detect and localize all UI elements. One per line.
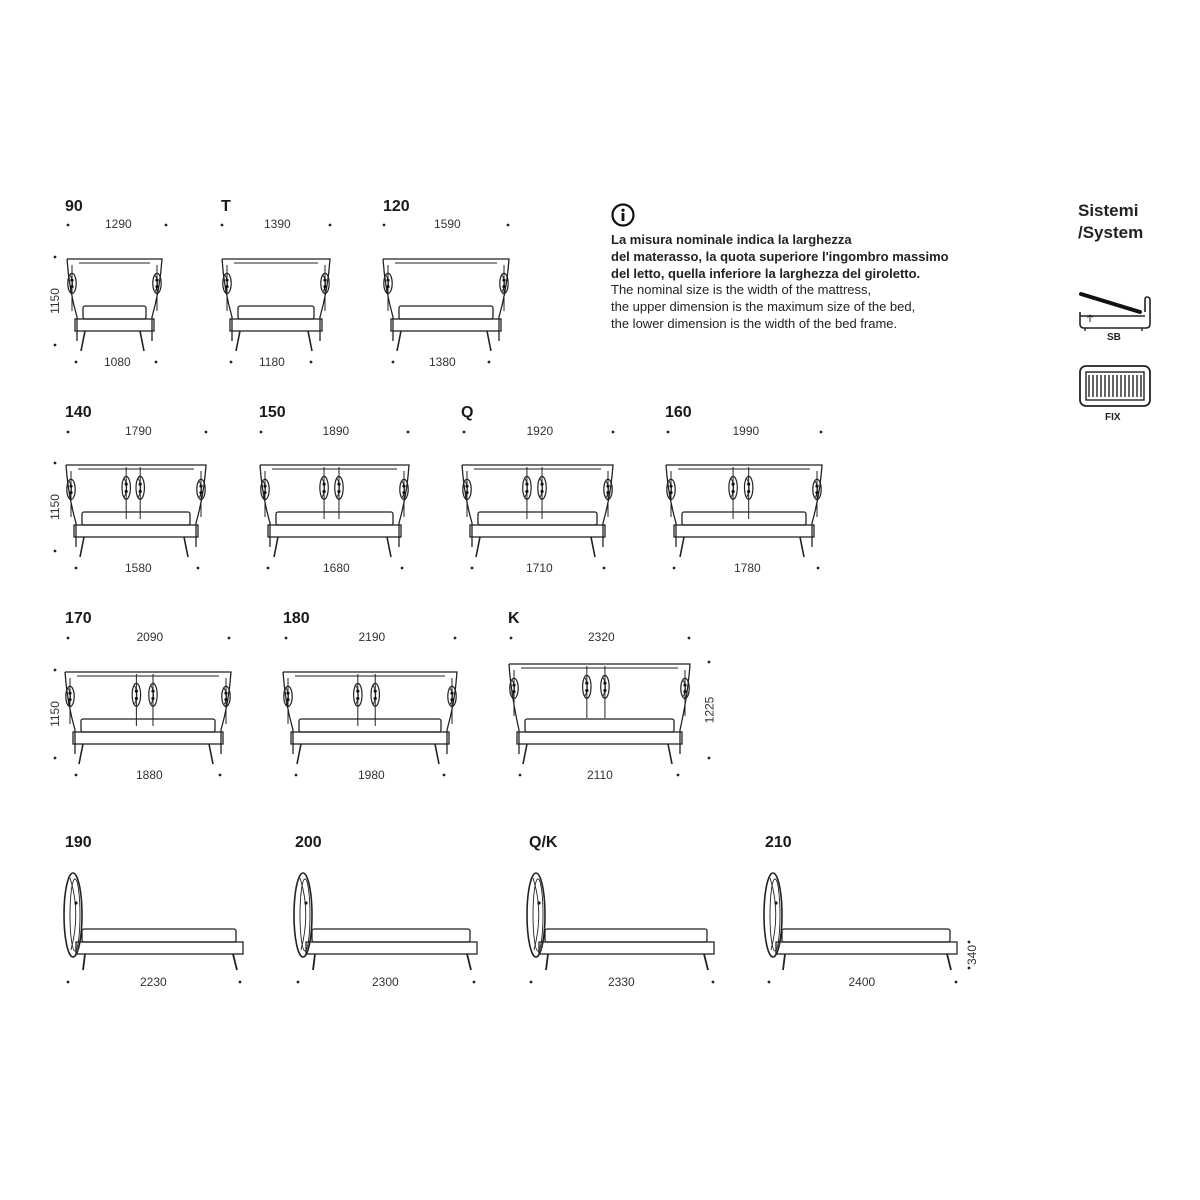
dimension-tick — [820, 431, 823, 434]
mattress — [478, 512, 597, 525]
dimension-tick — [54, 256, 57, 259]
dimension-tick — [817, 567, 820, 570]
dimension-tick — [75, 361, 78, 364]
frame-width-value: 1710 — [526, 561, 553, 575]
headboard-profile-inner — [770, 879, 780, 951]
front-view-bed-1 — [222, 259, 330, 351]
headboard-button — [402, 485, 405, 488]
mattress — [782, 929, 950, 942]
frame-width-value: 1180 — [259, 355, 285, 369]
headboard-profile — [64, 873, 82, 957]
bed-leg — [387, 537, 391, 557]
headboard-outline — [283, 672, 457, 754]
headboard-button — [68, 692, 71, 695]
headboard-profile-inner — [533, 879, 543, 951]
headboard-button — [525, 490, 528, 493]
side-view-bed-3 — [764, 873, 957, 970]
headboard-button — [337, 483, 340, 486]
headboard-button — [322, 483, 325, 486]
dimension-tick — [54, 550, 57, 553]
headboard-button — [135, 690, 138, 693]
headboard-button — [606, 485, 609, 488]
overall-width-value: 1990 — [732, 424, 760, 438]
headboard-button — [286, 698, 289, 701]
bed-leg — [274, 537, 278, 557]
dimension-tick — [239, 981, 242, 984]
bed-frame — [306, 942, 477, 954]
headboard-button — [69, 485, 72, 488]
bed-leg — [783, 954, 785, 970]
bed-frame — [470, 525, 605, 537]
overall-width-value: 1290 — [105, 217, 132, 231]
size-label: Q/K — [529, 834, 558, 851]
frame-width-value: 1880 — [136, 768, 163, 782]
bed-leg — [487, 331, 491, 351]
bed-leg — [140, 331, 144, 351]
overall-width-value: 1890 — [322, 424, 350, 438]
headboard-button — [323, 285, 326, 288]
headboard-button — [683, 684, 686, 687]
dimension-tick — [54, 757, 57, 760]
mattress — [82, 929, 236, 942]
mattress — [83, 306, 146, 319]
bed-leg — [397, 331, 401, 351]
dimension-tick — [297, 981, 300, 984]
dimension-tick — [260, 431, 263, 434]
dimension-tick — [219, 774, 222, 777]
headboard-button — [747, 483, 750, 486]
length-value: 2400 — [848, 975, 876, 989]
headboard-button — [465, 485, 468, 488]
dimension-tick — [443, 774, 446, 777]
dimension-tick — [401, 567, 404, 570]
headboard-button — [512, 684, 515, 687]
size-label: 90 — [65, 198, 83, 215]
headboard-button — [337, 490, 340, 493]
headboard-button — [540, 483, 543, 486]
size-label: 190 — [65, 834, 92, 851]
size-label: 150 — [259, 404, 286, 421]
headboard-button — [585, 689, 588, 692]
dimension-tick — [603, 567, 606, 570]
dimension-tick — [471, 567, 474, 570]
height-value: 1150 — [47, 494, 62, 520]
front-view-bed-7 — [65, 672, 231, 764]
headboard-button — [323, 279, 326, 282]
storage-bed-icon — [1076, 288, 1156, 332]
overall-width-value: 2090 — [136, 630, 164, 644]
dimension-tick — [955, 981, 958, 984]
dimension-tick — [67, 637, 70, 640]
system-label-fix: FIX — [1105, 412, 1121, 423]
dimension-tick — [407, 431, 410, 434]
size-label: 140 — [65, 404, 92, 421]
dimension-tick — [968, 941, 971, 944]
headboard-profile — [527, 873, 545, 957]
mattress — [399, 306, 493, 319]
dimension-tick — [463, 431, 466, 434]
headboard-button — [731, 483, 734, 486]
bed-leg — [800, 537, 804, 557]
systems-title-it: Sistemi — [1078, 201, 1139, 220]
front-view-bed-2 — [383, 259, 509, 351]
dimension-tick — [54, 344, 57, 347]
size-label: 120 — [383, 198, 410, 215]
mattress — [81, 719, 215, 732]
mattress — [682, 512, 806, 525]
headboard-button — [139, 483, 142, 486]
size-label: 180 — [283, 610, 310, 627]
dimension-tick — [612, 431, 615, 434]
bed-leg — [308, 331, 312, 351]
headboard-button — [263, 485, 266, 488]
height-value: 1150 — [47, 701, 62, 727]
dimension-tick — [968, 967, 971, 970]
note-it-line-3: del letto, quella inferiore la larghezza del giroletto. — [611, 265, 921, 281]
headboard-button — [69, 491, 72, 494]
size-label: Q — [461, 404, 474, 421]
headboard-profile-inner — [70, 879, 80, 951]
headboard-button — [70, 285, 73, 288]
dimension-tick — [530, 981, 533, 984]
size-label: 160 — [665, 404, 692, 421]
headboard-button — [386, 285, 389, 288]
headboard-outline — [65, 672, 231, 754]
size-label: 170 — [65, 610, 92, 627]
dimension-tick — [507, 224, 510, 227]
bed-leg — [297, 744, 301, 764]
front-view-bed-5 — [462, 465, 613, 557]
height-value: 340 — [965, 944, 980, 966]
headboard-button — [502, 279, 505, 282]
bed-frame — [230, 319, 322, 331]
headboard-button — [225, 279, 228, 282]
bed-leg — [523, 744, 527, 764]
headboard-button — [540, 490, 543, 493]
headboard-button — [125, 490, 128, 493]
headboard-outline — [383, 259, 509, 341]
mattress — [238, 306, 314, 319]
overall-width-value: 2190 — [358, 630, 386, 644]
overall-width-value: 1590 — [434, 217, 461, 231]
headboard-button — [70, 279, 73, 282]
headboard-button — [502, 285, 505, 288]
headboard-button — [151, 690, 154, 693]
dimension-tick — [383, 224, 386, 227]
size-label: 210 — [765, 834, 792, 851]
overall-width-value: 1390 — [264, 217, 291, 231]
mattress — [545, 929, 707, 942]
dimension-tick — [221, 224, 224, 227]
headboard-button — [525, 483, 528, 486]
bed-leg — [209, 744, 213, 764]
bed-frame — [517, 732, 682, 744]
front-view-bed-3 — [66, 465, 206, 557]
dimension-tick — [329, 224, 332, 227]
bed-frame — [75, 319, 154, 331]
bed-leg — [668, 744, 672, 764]
note-en-line-2: the upper dimension is the maximum size of the bed, — [611, 299, 916, 315]
bed-frame — [539, 942, 714, 954]
bed-frame — [268, 525, 401, 537]
headboard-button — [286, 692, 289, 695]
headboard-button — [125, 483, 128, 486]
frame-width-value: 1380 — [429, 355, 456, 369]
headboard-outline — [260, 465, 409, 547]
length-value: 2300 — [372, 975, 399, 989]
headboard-button — [450, 692, 453, 695]
headboard-button — [151, 697, 154, 700]
dimension-tick — [768, 981, 771, 984]
front-view-bed-6 — [666, 465, 822, 557]
headboard-button — [224, 692, 227, 695]
dimension-tick — [67, 224, 70, 227]
bed-leg — [81, 331, 85, 351]
dimension-tick — [67, 431, 70, 434]
headboard-outline — [222, 259, 330, 341]
bed-leg — [236, 331, 240, 351]
headboard-button — [356, 690, 359, 693]
dimension-tick — [205, 431, 208, 434]
frame-width-value: 2110 — [587, 768, 613, 782]
bed-leg — [313, 954, 315, 970]
info-icon — [611, 203, 635, 227]
bed-frame — [674, 525, 814, 537]
dimension-tick — [155, 361, 158, 364]
bed-leg — [591, 537, 595, 557]
frame-width-value: 1680 — [323, 561, 350, 575]
dimension-tick — [295, 774, 298, 777]
headboard-profile-inner — [300, 879, 310, 951]
frame-width-value: 1980 — [358, 768, 385, 782]
headboard-button — [815, 491, 818, 494]
side-view-bed-1 — [294, 873, 477, 970]
dimension-tick — [197, 567, 200, 570]
headboard-outline — [509, 664, 690, 754]
headboard-button — [225, 285, 228, 288]
dimension-tick — [677, 774, 680, 777]
dimension-tick — [228, 637, 231, 640]
dimension-tick — [67, 981, 70, 984]
dimension-tick — [75, 774, 78, 777]
headboard-button — [585, 682, 588, 685]
bed-leg — [467, 954, 471, 970]
overall-width-value: 1920 — [526, 424, 554, 438]
front-view-bed-8 — [283, 672, 457, 764]
headboard-profile — [294, 873, 312, 957]
size-label: 200 — [295, 834, 322, 851]
headboard-button — [683, 690, 686, 693]
headboard-outline — [462, 465, 613, 547]
note-it-line-2: del materasso, la quota superiore l'ingombro massimo — [611, 248, 949, 264]
dimension-tick — [712, 981, 715, 984]
dimension-tick — [510, 637, 513, 640]
headboard-button — [199, 491, 202, 494]
dimension-tick — [285, 637, 288, 640]
length-value: 2330 — [608, 975, 635, 989]
frame-width-value: 1580 — [125, 561, 152, 575]
headboard-button — [139, 490, 142, 493]
headboard-button — [155, 285, 158, 288]
headboard-button — [135, 697, 138, 700]
headboard-button — [731, 490, 734, 493]
headboard-button — [603, 689, 606, 692]
headboard-button — [450, 698, 453, 701]
nominal-size-note — [611, 232, 971, 333]
headboard-outline — [666, 465, 822, 547]
bed-frame — [776, 942, 957, 954]
bed-leg — [947, 954, 951, 970]
front-view-bed-9 — [509, 664, 690, 764]
headboard-button — [669, 491, 672, 494]
length-value: 2230 — [140, 975, 167, 989]
front-view-bed-4 — [260, 465, 409, 557]
headboard-button — [512, 690, 515, 693]
bed-frame — [74, 525, 198, 537]
bed-leg — [476, 537, 480, 557]
dimension-tick — [454, 637, 457, 640]
systems-title — [1078, 200, 1143, 244]
bed-leg — [80, 537, 84, 557]
dimension-tick — [54, 669, 57, 672]
dimension-tick — [165, 224, 168, 227]
dimension-tick — [519, 774, 522, 777]
dimension-tick — [688, 637, 691, 640]
headboard-button — [669, 485, 672, 488]
headboard-button — [224, 698, 227, 701]
system-label-sb: SB — [1107, 332, 1121, 343]
bed-leg — [435, 744, 439, 764]
headboard-button — [356, 697, 359, 700]
dimension-tick — [673, 567, 676, 570]
size-label: K — [508, 610, 520, 627]
mattress — [299, 719, 441, 732]
bed-leg — [704, 954, 708, 970]
overall-width-value: 1790 — [125, 424, 152, 438]
systems-title-en: /System — [1078, 223, 1144, 242]
mattress — [276, 512, 393, 525]
headboard-button — [322, 490, 325, 493]
mattress — [312, 929, 470, 942]
headboard-outline — [66, 465, 206, 547]
frame-width-value: 1080 — [104, 355, 131, 369]
headboard-button — [402, 491, 405, 494]
headboard-outline — [67, 259, 162, 341]
bed-leg — [546, 954, 548, 970]
bed-leg — [680, 537, 684, 557]
bed-leg — [83, 954, 85, 970]
bed-leg — [184, 537, 188, 557]
height-value: 1150 — [47, 288, 62, 314]
bed-frame — [291, 732, 449, 744]
overall-width-value: 2320 — [588, 630, 615, 644]
headboard-button — [155, 279, 158, 282]
front-view-bed-0 — [67, 259, 162, 351]
bed-leg — [79, 744, 83, 764]
headboard-button — [263, 491, 266, 494]
headboard-button — [603, 682, 606, 685]
headboard-button — [747, 490, 750, 493]
dimension-tick — [54, 462, 57, 465]
bed-leg — [233, 954, 237, 970]
bed-frame — [76, 942, 243, 954]
fixed-slat-base-icon — [1078, 364, 1152, 408]
note-en-line-1: The nominal size is the width of the mattress, — [611, 282, 872, 298]
dimension-tick — [230, 361, 233, 364]
note-it-line-1: La misura nominale indica la larghezza — [611, 232, 852, 247]
bed-frame — [391, 319, 501, 331]
headboard-button — [606, 491, 609, 494]
height-value: 1225 — [702, 696, 717, 724]
note-en-line-3: the lower dimension is the width of the bed frame. — [611, 315, 898, 331]
mattress — [82, 512, 190, 525]
bed-frame — [73, 732, 223, 744]
headboard-button — [68, 698, 71, 701]
dimension-tick — [708, 757, 711, 760]
headboard-button — [374, 697, 377, 700]
headboard-button — [374, 690, 377, 693]
headboard-button — [199, 485, 202, 488]
side-view-bed-0 — [64, 873, 243, 970]
headboard-profile — [764, 873, 782, 957]
side-view-bed-2 — [527, 873, 714, 970]
dimension-tick — [488, 361, 491, 364]
dimension-tick — [267, 567, 270, 570]
dimension-tick — [392, 361, 395, 364]
headboard-button — [465, 491, 468, 494]
headboard-button — [386, 279, 389, 282]
mattress — [525, 719, 674, 732]
size-label: T — [221, 198, 231, 215]
dimension-tick — [708, 661, 711, 664]
headboard-button — [815, 485, 818, 488]
dimension-tick — [473, 981, 476, 984]
dimension-tick — [667, 431, 670, 434]
dimension-tick — [310, 361, 313, 364]
frame-width-value: 1780 — [734, 561, 761, 575]
dimension-tick — [75, 567, 78, 570]
